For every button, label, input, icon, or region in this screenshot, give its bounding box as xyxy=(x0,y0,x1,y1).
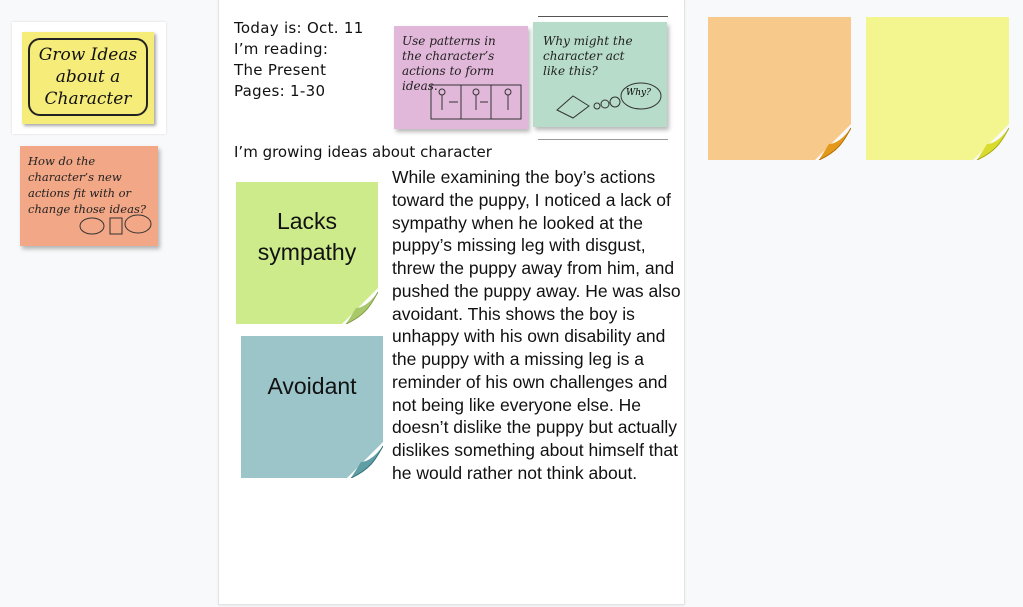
how-note-text: How do the character’s new actions fit with or change those ideas? xyxy=(28,154,147,216)
why-bubble-text: Why? xyxy=(626,88,651,98)
grow-ideas-title xyxy=(28,38,148,116)
growing-ideas-heading: I’m growing ideas about character xyxy=(234,143,492,161)
reading-line: I’m reading: xyxy=(234,40,329,58)
avoidant-text: Avoidant xyxy=(267,373,357,399)
grow-ideas-note xyxy=(22,32,154,124)
pages-line: Pages: 1-30 xyxy=(234,82,326,100)
thought-cloud-icon xyxy=(78,212,154,238)
lacks-sympathy-note[interactable] xyxy=(236,182,378,324)
why-note[interactable] xyxy=(533,22,667,127)
grow-title-line-3: Character xyxy=(44,89,132,109)
stick-figures-icon xyxy=(430,84,522,120)
lacks-sympathy-text: Lacks sympathy xyxy=(257,208,357,265)
grow-title-line-2: about a xyxy=(55,67,121,87)
patterns-note[interactable] xyxy=(394,26,528,129)
avoid-note-curl xyxy=(347,442,383,478)
patterns-note-text: Use patterns in the character’s actions to form ideas. xyxy=(402,34,496,93)
yellow-note-curl xyxy=(973,124,1009,160)
avoidant-note[interactable] xyxy=(241,336,383,478)
why-note-text: Why might the character act like this? xyxy=(543,34,633,78)
lacks-note-curl xyxy=(342,288,378,324)
grow-title-line-1: Grow Ideas xyxy=(38,45,138,65)
orange-note-curl xyxy=(815,124,851,160)
how-do-actions-note[interactable] xyxy=(20,146,158,246)
response-paragraph[interactable]: While examining the boy’s actions toward the puppy, I noticed a lack of sympathy when he looked at the puppy’s missing leg with disgust, threw the puppy away from him, and pushed the puppy away. He was also avoidant. This shows the boy is unhappy with his own disability and the puppy with a missing leg is a reminder of his own challenges and not being like everyone else. He doesn’t dislike the puppy but actually dislikes something about himself that he would rather not think about. xyxy=(392,167,681,483)
header-info xyxy=(234,18,384,102)
orange-sticky-note[interactable] xyxy=(708,17,851,160)
date-line: Today is: Oct. 11 xyxy=(234,19,364,37)
yellow-sticky-note[interactable] xyxy=(866,17,1009,160)
book-title-line: The Present xyxy=(234,61,327,79)
